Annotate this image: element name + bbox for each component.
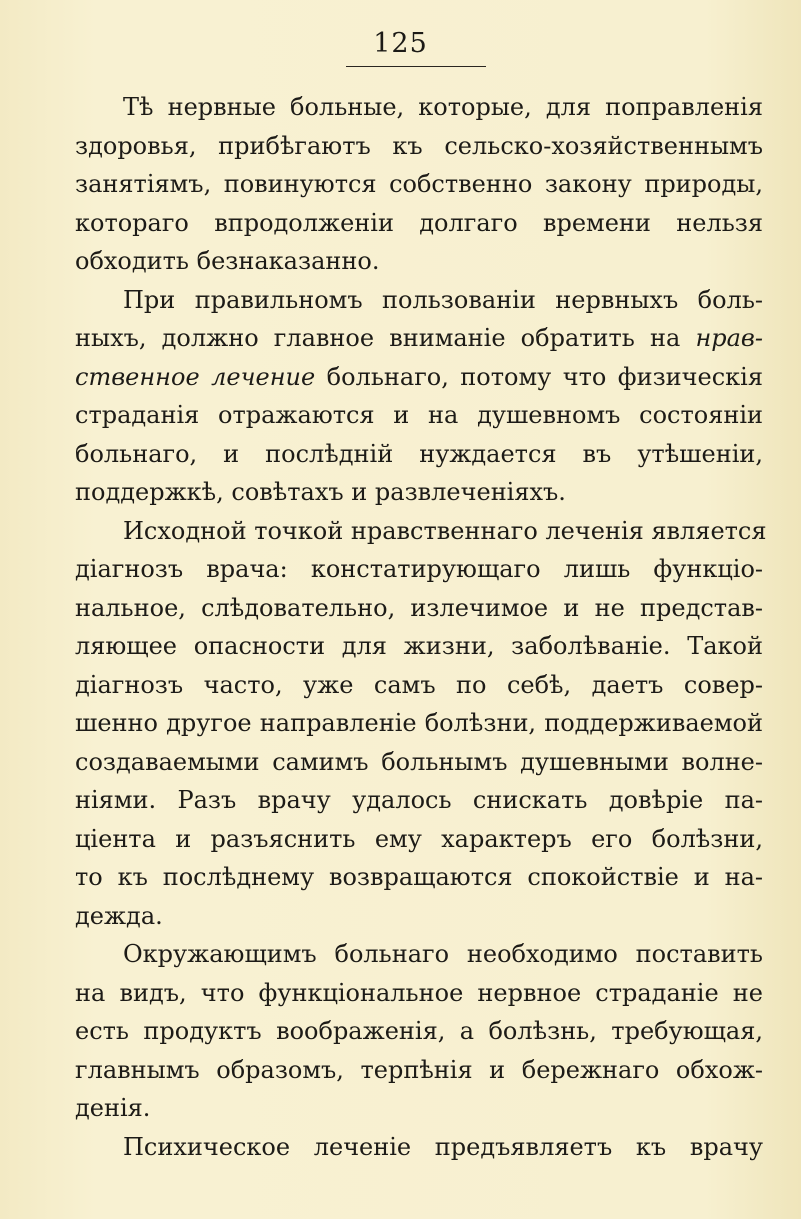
italic-text: ственное лечение — [75, 362, 316, 391]
text-line: ціента и разъяснить ему характеръ его болѣзни, — [75, 824, 763, 853]
page-number: 125 — [373, 28, 428, 59]
text-line — [75, 319, 763, 358]
text-line — [75, 358, 763, 397]
text-line: шенно другое направленіе болѣзни, поддерживаемой — [75, 709, 763, 737]
text-line: Психическое леченіе предъявляетъ къ врачу — [123, 1132, 763, 1161]
italic-text: нрав- — [695, 324, 763, 352]
text-fragment: ныхъ, должно главное вниманіе обратить на — [75, 324, 681, 352]
text-line: поддержкѣ, совѣтахъ и развлеченіяхъ. — [75, 478, 566, 506]
text-line: ніями. Разъ врачу удалось снискать довѣріе па- — [75, 786, 763, 814]
text-line: ляющее опасности для жизни, заболѣваніе. Такой — [75, 632, 763, 660]
text-line: Исходной точкой нравственнаго леченія является — [123, 516, 767, 545]
text-fragment: больнаго, потому что физическія — [326, 362, 763, 391]
text-line: Тѣ нервные больные, которые, для поправленія — [123, 93, 763, 121]
text-line: больнаго, и послѣдній нуждается въ утѣшеніи, — [75, 439, 763, 468]
text-line: занятіямъ, повинуются собственно закону природы, — [75, 170, 763, 198]
text-line: діагнозъ часто, уже самъ по себѣ, даетъ совер- — [75, 670, 763, 699]
text-line: страданія отражаются и на душевномъ состояніи — [75, 401, 763, 429]
text-line: діагнозъ врача: констатирующаго лишь функціо- — [75, 555, 763, 583]
text-line: есть продуктъ воображенія, а болѣзнь, требующая, — [75, 1017, 763, 1045]
text-line: Окружающимъ больнаго необходимо поставить — [123, 940, 763, 968]
text-line: котораго впродолженіи долгаго времени нельзя — [75, 208, 763, 237]
text-line: то къ послѣднему возвращаются спокойствіе и на- — [75, 863, 763, 891]
text-line: При правильномъ пользованіи нервныхъ боль- — [123, 285, 763, 314]
text-line: денія. — [75, 1094, 151, 1122]
text-line: создаваемыми самимъ больнымъ душевными волне- — [75, 747, 763, 776]
text-line: нальное, слѣдовательно, излечимое и не представ- — [75, 593, 763, 622]
body-text — [75, 88, 767, 1166]
text-line: здоровья, прибѣгаютъ къ сельско-хозяйственнымъ — [75, 131, 763, 160]
text-line: на видъ, что функціональное нервное страданіе не — [75, 978, 763, 1007]
text-line: главнымъ образомъ, терпѣнія и бережнаго обхож- — [75, 1055, 763, 1084]
header-rule — [346, 66, 486, 67]
text-line: дежда. — [75, 901, 163, 930]
text-line: обходить безнаказанно. — [75, 247, 380, 275]
